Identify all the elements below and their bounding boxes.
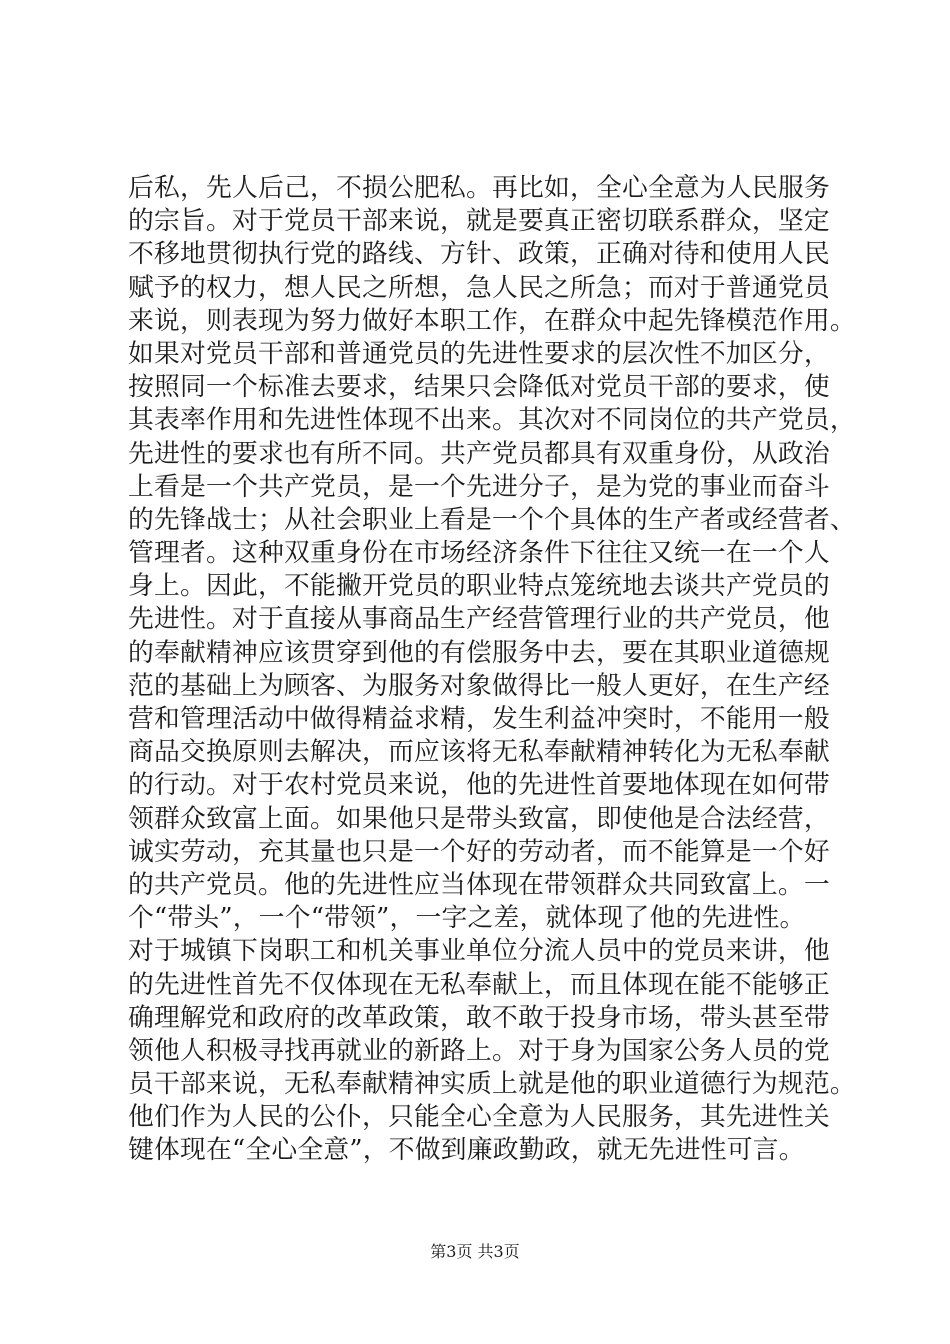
text-line: 先进性的要求也有所不同。共产党员都具有双重身份，从政治 [128, 438, 830, 469]
text-line: 赋予的权力，想人民之所想，急人民之所急；而对于普通党员 [128, 272, 830, 303]
document-body [128, 172, 856, 1168]
text-line: 的奉献精神应该贯穿到他的有偿服务中去，要在其职业道德规 [128, 637, 830, 668]
page-footer [0, 1242, 950, 1262]
page-number-label: 第3页 共3页 [430, 1242, 520, 1261]
text-line: 范的基础上为顾客、为服务对象做得比一般人更好，在生产经 [128, 670, 830, 701]
text-line: 的先锋战士；从社会职业上看是一个个具体的生产者或经营者、 [128, 504, 856, 535]
text-line: 领群众致富上面。如果他只是带头致富，即使他是合法经营， [128, 803, 830, 834]
text-line: 上看是一个共产党员，是一个先进分子，是为党的事业而奋斗 [128, 471, 830, 502]
text-line: 确理解党和政府的改革政策，敢不敢于投身市场，带头甚至带 [128, 1002, 830, 1033]
text-line: 个“带头”，一个“带领”，一字之差，就体现了他的先进性。 [128, 903, 806, 934]
text-line: 营和管理活动中做得精益求精，发生利益冲突时，不能用一般 [128, 704, 830, 734]
text-line: 的宗旨。对于党员干部来说，就是要真正密切联系群众，坚定 [128, 206, 830, 237]
text-line: 的共产党员。他的先进性应当体现在带领群众共同致富上。一 [128, 869, 830, 900]
text-line: 诚实劳动，充其量也只是一个好的劳动者，而不能算是一个好 [128, 836, 830, 867]
text-line: 的先进性首先不仅体现在无私奉献上，而且体现在能不能够正 [128, 969, 830, 1000]
text-line: 如果对党员干部和普通党员的先进性要求的层次性不加区分， [128, 338, 830, 369]
text-line: 不移地贯彻执行党的路线、方针、政策，正确对待和使用人民 [128, 239, 830, 270]
text-line: 对于城镇下岗职工和机关事业单位分流人员中的党员来讲，他 [128, 936, 830, 967]
text-line: 其表率作用和先进性体现不出来。其次对不同岗位的共产党员， [128, 405, 856, 436]
text-line: 员干部来说，无私奉献精神实质上就是他的职业道德行为规范。 [128, 1069, 856, 1100]
text-line: 管理者。这种双重身份在市场经济条件下往往又统一在一个人 [128, 538, 830, 569]
text-line: 按照同一个标准去要求，结果只会降低对党员干部的要求，使 [128, 372, 830, 403]
text-line: 商品交换原则去解决，而应该将无私奉献精神转化为无私奉献 [128, 737, 830, 768]
text-line: 先进性。对于直接从事商品生产经营管理行业的共产党员，他 [128, 604, 830, 635]
text-line: 身上。因此，不能撇开党员的职业特点笼统地去谈共产党员的 [128, 571, 830, 602]
text-line: 来说，则表现为努力做好本职工作，在群众中起先锋模范作用。 [128, 305, 856, 336]
text-line: 后私，先人后己，不损公肥私。再比如，全心全意为人民服务 [128, 173, 830, 203]
text-line: 领他人积极寻找再就业的新路上。对于身为国家公务人员的党 [128, 1035, 830, 1066]
text-line: 他们作为人民的公仆，只能全心全意为人民服务，其先进性关 [128, 1102, 830, 1133]
text-line: 的行动。对于农村党员来说，他的先进性首要地体现在如何带 [128, 770, 830, 801]
text-line: 键体现在“全心全意”，不做到廉政勤政，就无先进性可言。 [128, 1135, 805, 1166]
